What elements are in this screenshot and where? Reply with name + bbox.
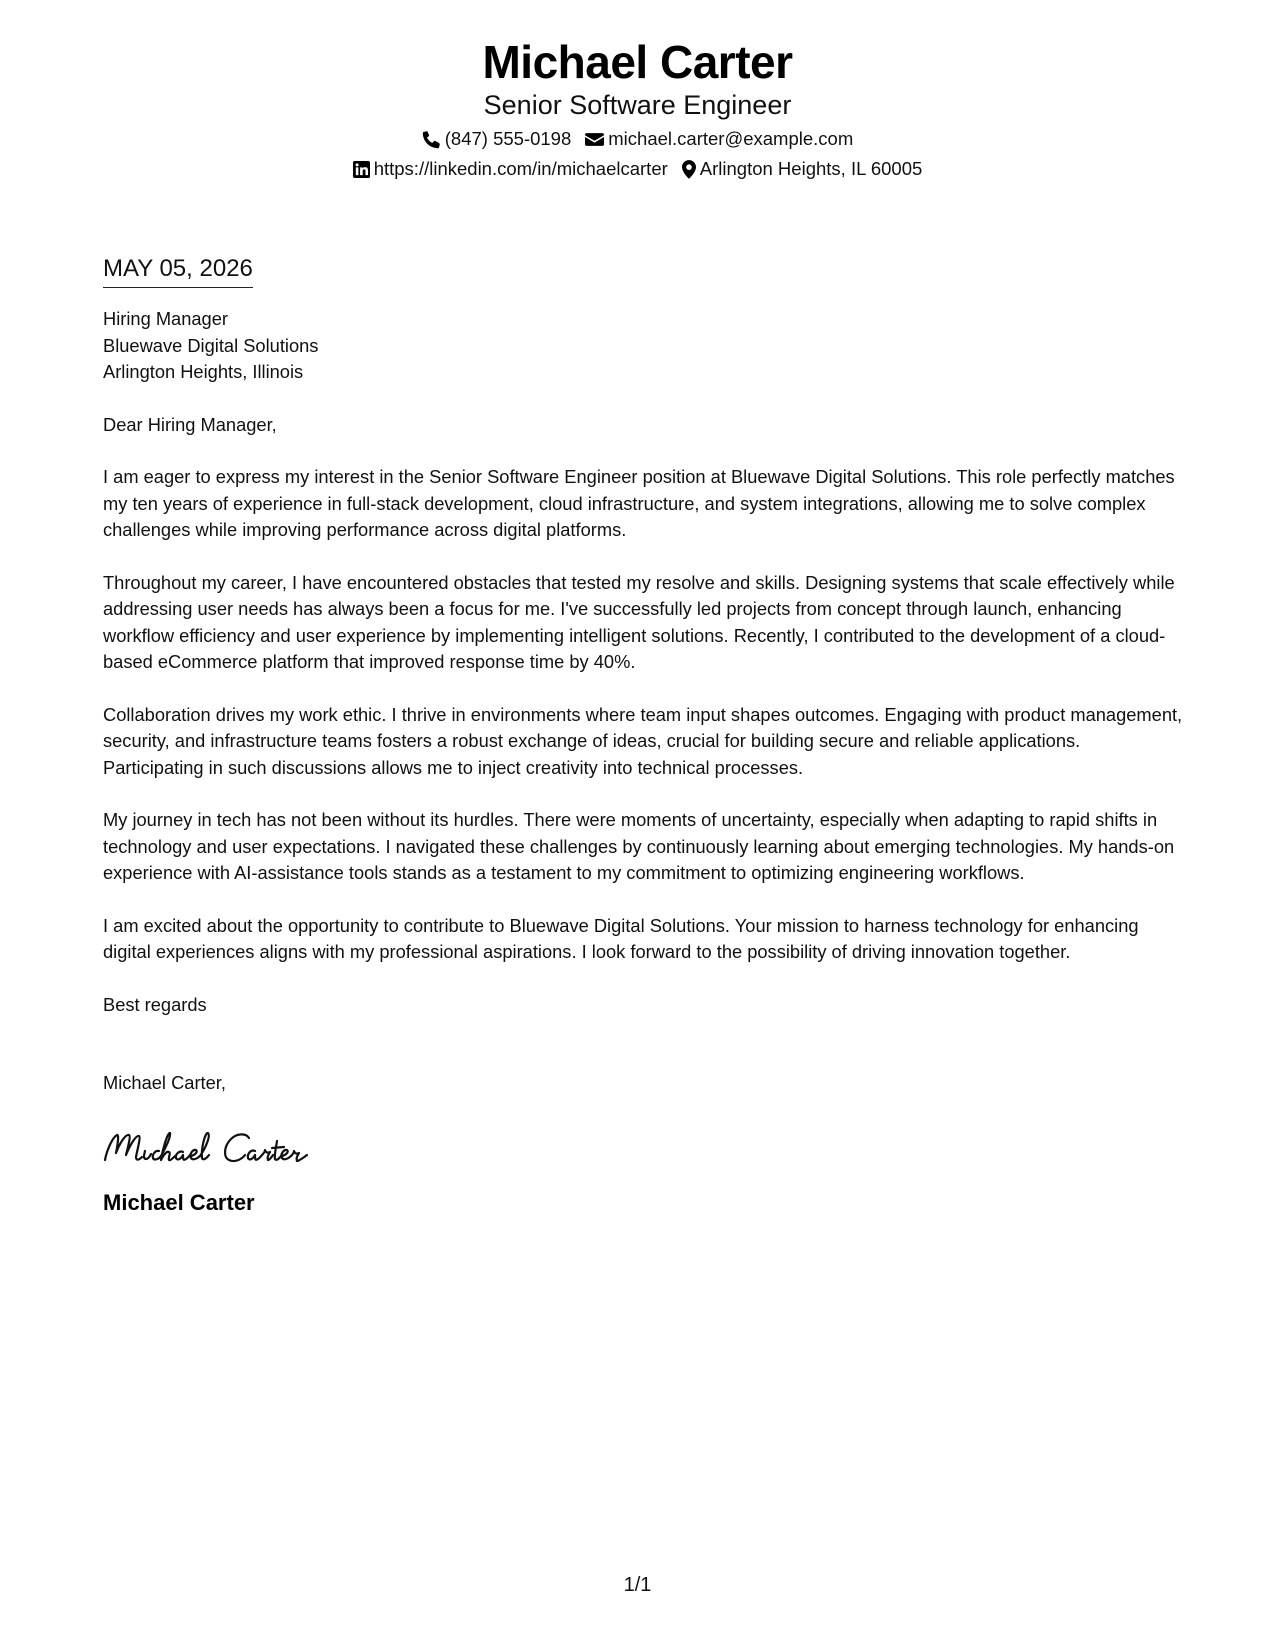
email-address[interactable]: michael.carter@example.com — [608, 128, 854, 149]
body-paragraph-5: I am excited about the opportunity to contribute to Bluewave Digital Solutions. Your mission to harness technology for enhancing digital experiences aligns with my professional aspirations. I look forward to the possibility of driving innovation together. — [103, 914, 1139, 962]
map-pin-icon — [682, 160, 696, 179]
body-paragraph-4: My journey in tech has not been without its hurdles. There were moments of uncertainty, especially when adapting to rapid shifts in technology and user expectations. I navigated these challenges by continuously learning about emerging technologies. My hands-on experience with AI-assistance tools stands as a testament to my commitment to optimizing engineering workflows. — [103, 809, 1175, 883]
phone-icon — [422, 130, 441, 149]
closing-phrase: Best regards — [103, 993, 207, 1015]
contact-email[interactable] — [585, 126, 853, 152]
applicant-title: Senior Software Engineer — [483, 90, 792, 120]
typed-signer-name: Michael Carter — [103, 1189, 255, 1215]
location-text: Arlington Heights, IL 60005 — [699, 158, 923, 179]
signer-line: Michael Carter, — [103, 1072, 226, 1093]
letter-body — [103, 252, 1183, 1217]
linkedin-icon — [353, 161, 370, 178]
envelope-icon — [585, 131, 604, 148]
contact-linkedin[interactable] — [353, 156, 668, 182]
phone-number: (847) 555-0198 — [444, 128, 572, 149]
contact-phone — [422, 126, 572, 152]
linkedin-url[interactable]: https://linkedin.com/in/michaelcarter — [373, 158, 668, 179]
recipient-line-1: Hiring Manager — [103, 308, 228, 329]
letter-date: MAY 05, 2026 — [103, 252, 253, 288]
body-paragraph-3: Collaboration drives my work ethic. I thrive in environments where team input shapes outcomes. Engaging with product management, security, and infrastructure teams fosters a robust exchange of ideas, crucial for building secure and reliable applications. Participating in such discussions allows me to inject creativity into technical processes. — [103, 703, 1183, 778]
recipient-line-3: Arlington Heights, Illinois — [103, 361, 304, 382]
recipient-line-2: Bluewave Digital Solutions — [103, 334, 319, 356]
body-paragraph-2: Throughout my career, I have encountered obstacles that tested my resolve and skills. Designing systems that scale effectively while addressing user needs has always been a focus for me. I've successfully led projects from concept through launch, enhancing workflow efficiency and user experience by implementing intelligent solutions. Recently, I contributed to the development of a cloud-based eCommerce platform that improved response time by 40%. — [103, 571, 1175, 672]
handwritten-signature — [103, 1127, 333, 1169]
body-paragraph-1: I am eager to express my interest in the Senior Software Engineer position at Bluewave Digital Solutions. This role perfectly matches my ten years of experience in full-stack development, cloud infrastructure, and system integrations, allowing me to solve complex challenges while improving performance across digital platforms. — [103, 466, 1175, 540]
applicant-name: Michael Carter — [482, 36, 793, 88]
salutation: Dear Hiring Manager, — [103, 413, 277, 435]
recipient-block — [103, 306, 1183, 386]
letter-header — [0, 34, 1275, 182]
page-number: 1/1 — [623, 1574, 652, 1596]
contact-row-1 — [0, 126, 1275, 152]
contact-location — [682, 156, 923, 182]
contact-row-2 — [0, 156, 1275, 182]
